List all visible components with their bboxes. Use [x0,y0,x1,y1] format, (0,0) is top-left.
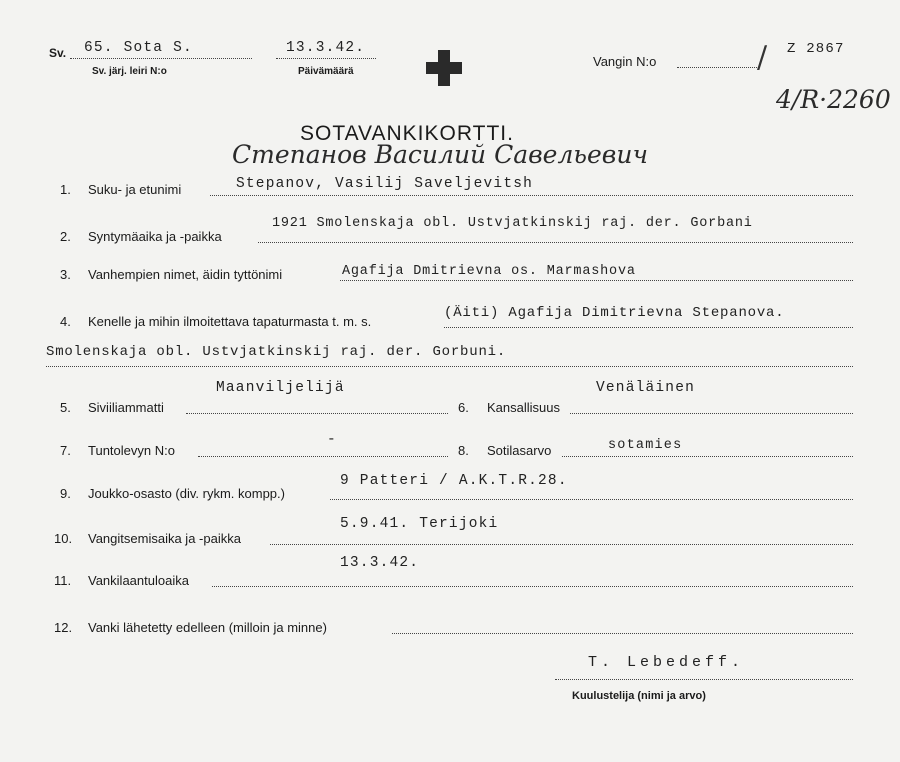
card-title: SOTAVANKIKORTTI. [300,122,514,145]
field-11-line [212,586,853,587]
signature-line [555,679,853,680]
field-7-number: 7. [60,443,71,458]
field-4-number: 4. [60,314,71,329]
field-9-value: 9 Patteri / A.K.T.R.28. [340,473,568,489]
prisoner-no-label: Vangin N:o [593,54,657,69]
field-2-value: 1921 Smolenskaja obl. Ustvjatkinskij raj. der. Gorbani [272,216,753,231]
field-12-number: 12. [54,620,73,635]
field-7-line [198,456,448,457]
field-6-label: Kansallisuus [487,400,560,415]
field-12-label: Vanki lähetetty edelleen (milloin ja minne) [88,620,327,635]
field-6-line [570,413,853,414]
field-3-label: Vanhempien nimet, äidin tyttönimi [88,267,283,282]
prisoner-no-value: Z 2867 [787,41,845,57]
prisoner-no-line [677,67,759,68]
field-5-number: 5. [60,400,71,415]
field-11-value: 13.3.42. [340,555,420,571]
field-9-label: Joukko-osasto (div. rykm. kompp.) [88,486,285,501]
field-4-line [444,327,853,328]
field-2-label: Syntymäaika ja -paikka [88,229,222,244]
field-8-value: sotamies [608,438,683,453]
interrogator-signature: T. Lebedeff. [588,654,745,671]
field-10-line [270,544,853,545]
field-12-line [392,633,853,634]
field-10-label: Vangitsemisaika ja -paikka [88,531,241,546]
field-10-number: 10. [54,531,73,546]
field-1-value: Stepanov, Vasilij Saveljevitsh [236,176,534,192]
field-5-line [186,413,448,414]
handwritten-name: Степанов Василий Савельевич [232,140,649,169]
field-4-value-line2: Smolenskaja obl. Ustvjatkinskij raj. der. Gorbuni. [46,344,507,360]
field-9-number: 9. [60,486,71,501]
field-8-line [562,456,853,457]
handwritten-number: 4/R·2260 [776,85,891,114]
field-1-line [210,195,853,196]
field-6-value: Venäläinen [596,380,696,396]
field-8-label: Sotilasarvo [487,443,552,458]
field-5-label: Siviiliammatti [88,400,164,415]
field-4-line2 [46,366,853,367]
field-6-number: 6. [458,400,469,415]
field-3-number: 3. [60,267,71,282]
sv-line [70,58,252,59]
date-line [276,58,376,59]
field-4-label: Kenelle ja mihin ilmoitettava tapaturmasta t. m. s. [88,314,372,329]
field-11-label: Vankilaantuloaika [88,573,189,588]
date-caption: Päivämäärä [298,66,354,77]
field-11-number: 11. [54,573,72,588]
sv-value: 65. Sota S. [84,40,193,56]
field-1-label: Suku- ja etunimi [88,182,182,197]
field-1-number: 1. [60,182,71,197]
sv-caption: Sv. järj. leiri N:o [92,66,167,77]
field-7-label: Tuntolevyn N:o [88,443,175,458]
field-7-value: - [327,432,337,448]
field-8-number: 8. [458,443,469,458]
field-2-line [258,242,853,243]
field-3-line [340,280,853,281]
field-4-value: (Äiti) Agafija Dimitrievna Stepanova. [444,305,785,321]
signature-caption: Kuulustelija (nimi ja arvo) [572,690,706,702]
date-value: 13.3.42. [286,40,366,56]
field-2-number: 2. [60,229,71,244]
field-9-line [330,499,853,500]
field-10-value: 5.9.41. Terijoki [340,516,499,532]
field-3-value: Agafija Dmitrievna os. Marmashova [342,264,636,279]
field-5-value: Maanviljelijä [216,380,345,396]
sv-prefix: Sv. [49,46,67,60]
slash-mark: / [757,40,768,75]
